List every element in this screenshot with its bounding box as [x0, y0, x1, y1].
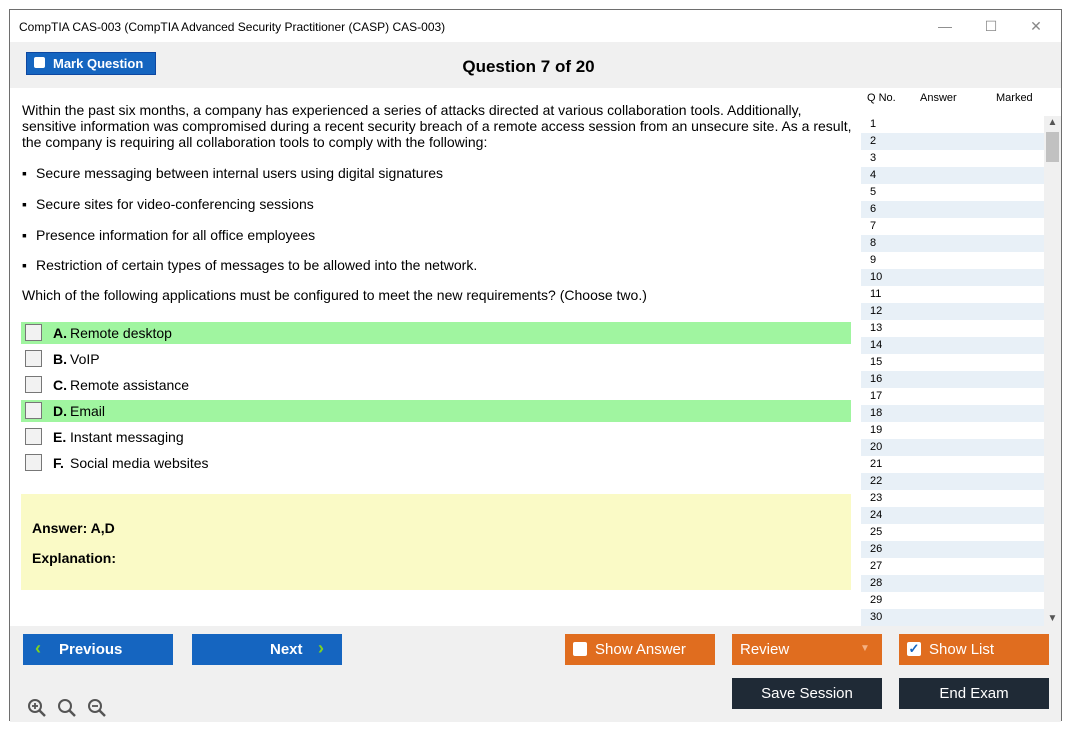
option-e[interactable]: E. Instant messaging: [21, 426, 851, 448]
question-list-row[interactable]: [861, 167, 1044, 184]
question-list-row[interactable]: [861, 405, 1044, 422]
checkbox-icon: [573, 642, 587, 656]
question-list-row[interactable]: [861, 388, 1044, 405]
maximize-button[interactable]: ☐: [984, 18, 998, 34]
app-window: [9, 9, 1062, 721]
window-title: CompTIA CAS-003 (CompTIA Advanced Security Practitioner (CASP) CAS-003): [19, 20, 446, 34]
answer-header: Answer: [920, 92, 957, 104]
question-number: 23: [870, 492, 883, 504]
question-number: 27: [870, 560, 883, 572]
question-list-row[interactable]: [861, 371, 1044, 388]
question-rows: [861, 116, 1044, 626]
question-list-row[interactable]: [861, 150, 1044, 167]
checked-checkbox-icon: ✓: [908, 641, 920, 656]
chevron-right-icon: ›: [318, 638, 324, 658]
mark-question-label: Mark Question: [53, 56, 144, 71]
question-list-row[interactable]: [861, 592, 1044, 609]
question-number: 9: [870, 254, 877, 266]
question-list-row[interactable]: [861, 235, 1044, 252]
zoom-reset-icon[interactable]: [57, 698, 77, 718]
question-list-row[interactable]: [861, 303, 1044, 320]
option-f[interactable]: F. Social media websites: [21, 452, 851, 474]
zoom-in-icon[interactable]: [27, 698, 47, 718]
requirement-item: ▪ Presence information for all office employees: [22, 227, 316, 243]
option-checkbox[interactable]: [25, 454, 42, 471]
question-list-row[interactable]: [861, 337, 1044, 354]
question-number: 3: [870, 152, 877, 164]
question-number: 22: [870, 475, 883, 487]
zoom-out-icon[interactable]: [87, 698, 107, 718]
qno-header: Q No.: [867, 92, 896, 104]
question-title: Question 7 of 20: [462, 57, 595, 76]
question-number: 28: [870, 577, 883, 589]
question-prompt: Which of the following applications must be configured to meet the new requirements? (Choose two.): [22, 287, 647, 303]
question-panel: [10, 88, 861, 626]
chevron-left-icon: ‹: [35, 638, 41, 658]
question-number: 20: [870, 441, 883, 453]
minimize-button[interactable]: —: [938, 18, 952, 34]
question-list-row[interactable]: [861, 422, 1044, 439]
show-list-button[interactable]: ✓ Show List: [899, 634, 1049, 665]
question-number: 16: [870, 373, 883, 385]
question-number: 15: [870, 356, 883, 368]
question-list-row[interactable]: [861, 558, 1044, 575]
option-d[interactable]: D. Email: [21, 400, 851, 422]
question-number: 13: [870, 322, 883, 334]
question-number: 30: [870, 611, 883, 623]
question-number: 8: [870, 237, 877, 249]
requirement-item: ▪ Secure messaging between internal users using digital signatures: [22, 165, 444, 181]
question-number: 18: [870, 407, 883, 419]
question-text: Within the past six months, a company has experienced a series of attacks directed at various collaboration tools. Additionally, sensitive information was compromised during a recent security breach of a remote access session from an unsecure site. As a result, the company is requiring all collaboration tools to comply with the following:: [22, 102, 852, 150]
question-list-row[interactable]: [861, 218, 1044, 235]
option-checkbox[interactable]: [25, 428, 42, 445]
option-checkbox[interactable]: [25, 376, 42, 393]
marked-header: Marked: [996, 92, 1033, 104]
review-dropdown[interactable]: Review ▼: [732, 634, 882, 665]
question-list-row[interactable]: [861, 456, 1044, 473]
option-c[interactable]: C. Remote assistance: [21, 374, 851, 396]
end-exam-button[interactable]: End Exam: [899, 678, 1049, 709]
title-bar: [10, 10, 1061, 42]
question-list-row[interactable]: [861, 473, 1044, 490]
question-number: 6: [870, 203, 877, 215]
question-list-row[interactable]: [861, 252, 1044, 269]
question-list-row[interactable]: [861, 133, 1044, 150]
question-list-row[interactable]: [861, 575, 1044, 592]
question-list-row[interactable]: [861, 541, 1044, 558]
question-number: 7: [870, 220, 877, 232]
question-list-row[interactable]: [861, 184, 1044, 201]
explanation-label: Explanation:: [32, 550, 117, 566]
option-a[interactable]: A. Remote desktop: [21, 322, 851, 344]
question-number: 21: [870, 458, 883, 470]
question-list-row[interactable]: [861, 320, 1044, 337]
option-checkbox[interactable]: [25, 350, 42, 367]
list-scrollbar[interactable]: [1044, 116, 1061, 626]
scroll-up-icon[interactable]: ▲: [1047, 117, 1058, 128]
question-list-row[interactable]: [861, 490, 1044, 507]
question-list-row[interactable]: [861, 439, 1044, 456]
footer-bar: [10, 626, 1061, 722]
question-list-row[interactable]: [861, 269, 1044, 286]
close-button[interactable]: ✕: [1030, 18, 1042, 34]
question-number: 29: [870, 594, 883, 606]
question-number: 5: [870, 186, 877, 198]
previous-button[interactable]: ‹ Previous: [23, 634, 173, 665]
question-number: 4: [870, 169, 877, 181]
chevron-down-icon: ▼: [860, 643, 870, 654]
option-b[interactable]: B. VoIP: [21, 348, 851, 370]
scroll-thumb[interactable]: [1046, 132, 1059, 162]
save-session-button[interactable]: Save Session: [732, 678, 882, 709]
question-list-row[interactable]: [861, 524, 1044, 541]
question-number: 17: [870, 390, 883, 402]
question-header: [10, 42, 1061, 88]
question-number: 10: [870, 271, 883, 283]
question-number: 12: [870, 305, 883, 317]
question-list-row[interactable]: [861, 286, 1044, 303]
requirement-item: ▪ Secure sites for video-conferencing sessions: [22, 196, 314, 212]
question-list-row[interactable]: [861, 354, 1044, 371]
answer-text: Answer: A,D: [32, 520, 115, 536]
question-list-row[interactable]: [861, 609, 1044, 626]
show-answer-button[interactable]: Show Answer: [565, 634, 715, 665]
question-list: [861, 88, 1061, 626]
question-number: 19: [870, 424, 883, 436]
question-list-row[interactable]: [861, 507, 1044, 524]
requirement-item: ▪ Restriction of certain types of messages to be allowed into the network.: [22, 257, 478, 273]
question-number: 26: [870, 543, 883, 555]
question-list-row[interactable]: [861, 201, 1044, 218]
answer-panel: [21, 494, 851, 590]
question-number: 24: [870, 509, 883, 521]
option-checkbox[interactable]: [25, 402, 42, 419]
question-number: 25: [870, 526, 883, 538]
question-number: 11: [870, 288, 882, 300]
question-list-row[interactable]: [861, 116, 1044, 133]
scroll-down-icon[interactable]: ▼: [1047, 613, 1058, 624]
next-button[interactable]: Next ›: [192, 634, 342, 665]
question-number: 14: [870, 339, 883, 351]
question-number: 2: [870, 135, 877, 147]
option-checkbox[interactable]: [25, 324, 42, 341]
question-number: 1: [870, 118, 877, 130]
